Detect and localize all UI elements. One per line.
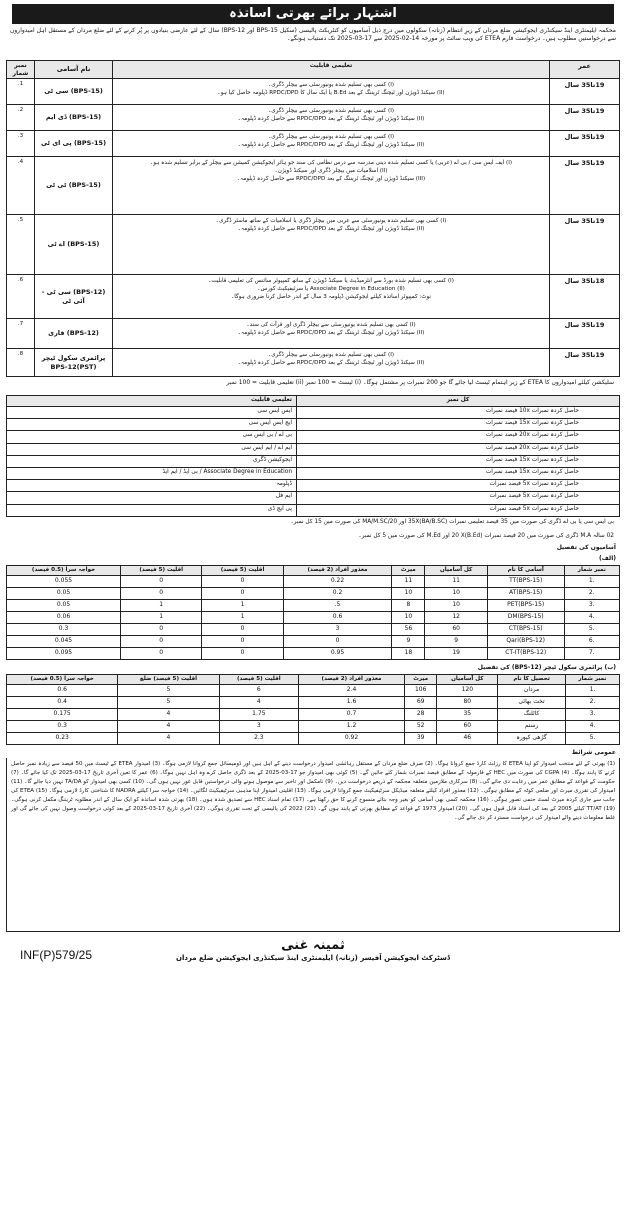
post-qualification [113, 275, 550, 319]
dist-cell: 0 [121, 587, 202, 599]
dist-cell: 39 [404, 732, 436, 744]
dist-cell: 69 [404, 696, 436, 708]
qualification-line: (I) ایف ایس سی / بی اے (عربی) یا کسی تسلیم شدہ دینی مدرسہ سے درس نظامی کی سند جو ہائر ایجوکیشن کمیشن سے بیچلر کے برابر تسلیم شدہ ہو۔ [149, 160, 513, 166]
dist-cell: 0.095 [7, 647, 121, 659]
qualification-line: (II) Associate Degree in Education یا سرٹیفیکیٹ کورس۔ [257, 285, 405, 292]
dist-row [7, 623, 620, 635]
dist-cell: 0 [202, 587, 283, 599]
dist-cell: 0.23 [7, 732, 118, 744]
dist-cell: CT(BPS-15) [487, 623, 564, 635]
dist-header-cell: آسامی کا نام [487, 565, 564, 575]
dist-cell: Qari(BPS-12) [487, 635, 564, 647]
dist-cell: 0.05 [7, 599, 121, 611]
marks-formula: حاصل کردہ نمبرات 15x فیصد نمبرات [297, 467, 620, 479]
posts-table-header [7, 61, 620, 79]
dist-cell: 46 [437, 732, 498, 744]
dist-cell: 0 [283, 635, 392, 647]
dist-cell: مردان [498, 684, 566, 696]
dist-cell: DM(BPS-15) [487, 611, 564, 623]
dist-row [7, 684, 620, 696]
post-row [7, 319, 620, 349]
marks-formula: حاصل کردہ نمبرات 15x فیصد نمبرات [297, 455, 620, 467]
marks-row [7, 467, 620, 479]
dist-cell: 3 [283, 623, 392, 635]
marks-qualification: Associate Degree in Education / بی ایڈ / ایم ایڈ [7, 467, 297, 479]
marks-qualification: ایم فل [7, 492, 297, 504]
dist-cell: 18 [392, 647, 425, 659]
dist-cell: PET(BPS-15) [487, 599, 564, 611]
section-b-title: (ب) پرائمری سکول ٹیچر (BPS-12) کی تفصیل [477, 663, 616, 671]
dist-cell: 0.05 [7, 587, 121, 599]
dist-header-cell: میرٹ [392, 565, 425, 575]
post-row [7, 79, 620, 105]
dist-cell: تخت بھائی [498, 696, 566, 708]
dist-cell: 1. [565, 684, 619, 696]
dist-header-cell: اقلیت (5 فیصد) [202, 565, 283, 575]
marks-table-header [7, 396, 620, 407]
reference-number: INF(P)579/25 [20, 947, 93, 962]
post-sr: 3. [7, 131, 35, 157]
dist-header-cell: کل آسامیاں [425, 565, 487, 575]
dist-row [7, 587, 620, 599]
post-age: 19تا35 سال [550, 105, 620, 131]
post-row [7, 131, 620, 157]
dist-header-cell: اقلیت (5 فیصد) [121, 565, 202, 575]
dist-cell: 0.06 [7, 611, 121, 623]
marks-row [7, 492, 620, 504]
dist-cell: 60 [425, 623, 487, 635]
post-sr: 8. [7, 349, 35, 377]
post-age: 19تا35 سال [550, 349, 620, 377]
post-name: (BPS-15) پی ای ٹی [35, 131, 113, 157]
qualification-line: نوٹ: کمپیوٹر اساتذہ کیلئے ایجوکیشن ڈپلومہ 3 سال کے اندر حاصل کرنا ضروری ہوگا۔ [231, 293, 431, 300]
dist-cell: 6 [219, 684, 298, 696]
dist-cell: 4. [565, 720, 619, 732]
dist-cell: 6. [564, 635, 619, 647]
note-para-2: 02 سالہ M.A ڈگری کی صورت میں 20 فیصد نمبرات (B.Ed)20 X اور M.Ed کی صورت میں 5 کل نمبر۔ [358, 532, 614, 539]
dist-cell: 0.175 [7, 708, 118, 720]
posts-table [6, 60, 620, 377]
dist-cell: 0 [202, 635, 283, 647]
dist-cell: 0.3 [7, 720, 118, 732]
marks-row [7, 480, 620, 492]
distribution-table-a [6, 565, 620, 660]
marks-formula: حاصل کردہ نمبرات 20x فیصد نمبرات [297, 443, 620, 455]
dist-cell: 0.95 [283, 647, 392, 659]
marks-table [6, 395, 620, 517]
marks-formula: حاصل کردہ نمبرات 10x فیصد نمبرات [297, 407, 620, 419]
dist-cell: 9 [392, 635, 425, 647]
dist-cell: 52 [404, 720, 436, 732]
dist-header-cell: کل آسامیاں [437, 674, 498, 684]
dist-cell: 4 [118, 708, 219, 720]
dist-header-cell: نمبر شمار [565, 674, 619, 684]
test-note: سلیکشن کیلئے امیدواروں کا ETEA کے زیر اہتمام ٹیسٹ لیا جائے گا جو 200 نمبرات پر مشتمل ہوگا۔ (i) ٹیسٹ = 100 نمبر (ii) تعلیمی قابلیت = 100 نمبر [226, 379, 614, 386]
qualification-line: (II) سیکنڈ ڈویژن اور ٹیچنگ ٹریننگ کے بعد RPDC/DPD سے حاصل کردہ ڈپلومہ۔ [237, 225, 425, 232]
posts-detail-heading: آسامیوں کی تفصیل [556, 543, 616, 551]
dist-header-cell: میرٹ [404, 674, 436, 684]
marks-qualification: ایجوکیشن ڈگری [7, 455, 297, 467]
post-qualification [113, 131, 550, 157]
marks-qualification: ایس ایس سی [7, 407, 297, 419]
dist-header-cell: معذور افراد (2 فیصد) [283, 565, 392, 575]
dist-cell: 4 [118, 720, 219, 732]
dist-header-cell: اقلیت (5 فیصد) ضلع [118, 674, 219, 684]
post-row [7, 275, 620, 319]
dist-cell: گڑھی کپورہ [498, 732, 566, 744]
qualification-line: (I) کسی بھی تسلیم شدہ یونیورسٹی سے بیچلر ڈگری اور قرآت کی سند۔ [246, 322, 416, 328]
post-sr: 2. [7, 105, 35, 131]
dist-cell: .5 [283, 599, 392, 611]
marks-header-qualification: تعلیمی قابلیت [7, 396, 297, 407]
dist-row [7, 647, 620, 659]
dist-cell: 1 [202, 611, 283, 623]
dist-a-header [7, 565, 620, 575]
dist-cell: 10 [425, 599, 487, 611]
dist-cell: 0.6 [283, 611, 392, 623]
marks-row [7, 455, 620, 467]
dist-cell: 35 [437, 708, 498, 720]
dist-cell: 5 [118, 684, 219, 696]
dist-cell: 3. [565, 708, 619, 720]
dist-cell: 1 [121, 599, 202, 611]
dist-cell: 2.4 [299, 684, 405, 696]
dist-cell: 4 [118, 732, 219, 744]
post-name: (BPS-15) ٹی ٹی [35, 157, 113, 215]
note-para-1: بی ایس سی یا بی اے ڈگری کی صورت میں 35 فیصد تعلیمی نمبرات (BA/B.SC)35X اور MA/M.SC/20 کی صورت میں 15 کل نمبر۔ [290, 518, 614, 525]
dist-header-cell: اقلیت (5 فیصد) [219, 674, 298, 684]
post-qualification [113, 157, 550, 215]
qualification-line: (II) سیکنڈ ڈویژن اور ٹیچنگ ٹریننگ کے بعد RPDC/DPD سے حاصل کردہ ڈپلومہ۔ [237, 329, 425, 336]
dist-cell: 2.3 [219, 732, 298, 744]
dist-cell: 3. [564, 599, 619, 611]
dist-cell: 80 [437, 696, 498, 708]
qualification-line: (I) کسی بھی تسلیم شدہ یونیورسٹی سے بیچلر ڈگری۔ [267, 108, 395, 114]
post-row [7, 349, 620, 377]
dist-cell: 60 [437, 720, 498, 732]
dist-cell: 11 [425, 575, 487, 587]
dist-cell: کاٹلنگ [498, 708, 566, 720]
dist-cell: 11 [392, 575, 425, 587]
post-sr: 5. [7, 215, 35, 275]
post-qualification [113, 349, 550, 377]
dist-cell: 0 [121, 647, 202, 659]
dist-cell: 9 [425, 635, 487, 647]
post-qualification [113, 319, 550, 349]
marks-row [7, 504, 620, 516]
qualification-line: (II) اسلامیات میں بیچلر ڈگری اور سیکنڈ ڈویژن۔ [274, 167, 388, 174]
dist-cell: 0.22 [283, 575, 392, 587]
dist-cell: 1 [121, 611, 202, 623]
terms-heading: عمومی شرائط [571, 748, 616, 756]
dist-header-cell: نمبر شمار [564, 565, 619, 575]
marks-row [7, 431, 620, 443]
post-name: (BPS-15) سی ٹی [35, 79, 113, 105]
marks-qualification: ڈپلومہ [7, 480, 297, 492]
dist-cell: 0.6 [7, 684, 118, 696]
qualification-line: (II) سیکنڈ ڈویژن اور ٹیچنگ ٹریننگ کے بعد RPDC/DPD سے حاصل کردہ ڈپلومہ۔ [237, 141, 425, 148]
post-age: 19تا35 سال [550, 215, 620, 275]
post-sr: 6. [7, 275, 35, 319]
marks-row [7, 443, 620, 455]
dist-cell: TT(BPS-15) [487, 575, 564, 587]
dist-cell: 1.75 [219, 708, 298, 720]
dist-cell: 3 [219, 720, 298, 732]
qualification-line: (I) کسی بھی تسلیم شدہ بورڈ سے انٹرمیڈیٹ یا سیکنڈ ڈویژن کے ساتھ کمپیوٹر سائنس کی تعلیمی قابلیت۔ [208, 278, 454, 284]
qualification-line: (II) سیکنڈ ڈویژن اور ٹیچنگ ٹریننگ کے بعد B.Ed یا ایک سال کا RPDC/DPD ڈپلومہ حاصل کیا ہو۔ [217, 89, 445, 96]
dist-cell: 0 [121, 635, 202, 647]
qualification-line: (II) سیکنڈ ڈویژن اور ٹیچنگ ٹریننگ کے بعد RPDC/DPD سے حاصل کردہ ڈپلومہ۔ [237, 115, 425, 122]
dist-cell: 8 [392, 599, 425, 611]
dist-header-cell: خواجہ سرا (0.5 فیصد) [7, 565, 121, 575]
marks-qualification: ایچ ایس ایس سی [7, 419, 297, 431]
dist-cell: 5. [565, 732, 619, 744]
post-sr: 4. [7, 157, 35, 215]
header-sr: نمبر شمار [7, 61, 35, 79]
post-qualification [113, 215, 550, 275]
dist-cell: 5 [118, 696, 219, 708]
dist-cell: CT-IT(BPS-12) [487, 647, 564, 659]
post-name: (BPS-15) اے ٹی [35, 215, 113, 275]
marks-qualification: ایم اے / ایم ایس سی [7, 443, 297, 455]
header-age: عمر [550, 61, 620, 79]
dist-header-cell: معذور افراد (2 فیصد) [299, 674, 405, 684]
dist-cell: 5. [564, 623, 619, 635]
terms-text: (1) بھرتی کے لئے منتخب امیدوار کو اپنا ETEA کا رزلٹ کارڈ جمع کروانا ہوگا۔ (2) صرف ضلع مردان کے مستقل رہائشی امیدوار درخواست دینے کے اہل ہیں اور ڈومیسائل جمع کروانا لازمی ہوگا۔ (3) امیدوار ETEA کے ٹیسٹ میں 50 فیصد سے زیادہ نمبر حاصل کرنے کا پابند ہوگا۔ (4) CGPA کی صورت میں HEC کے فارمولہ کے مطابق فیصد نمبرات شمار کئے جائیں گے۔ (5) کوئی بھی امیدوار جو 17-03-2025 کے بعد ڈگری حاصل کرے وہ اہل نہیں ہوگا۔ (6) عمر کا تعین آخری تاریخ 17-03-2025 تک کیا جائے گا۔ (7) حکومت کے قواعد کے مطابق عمر میں رعایت دی جائے گی۔ (8) سرکاری ملازمین متعلقہ محکمہ کے ذریعے درخواست دیں۔ (9) نامکمل اور تاخیر سے موصول ہونے والی درخواستیں قابل غور نہیں ہوں گی۔ (10) کسی بھی امیدوار کو TA/DA نہیں دیا جائے گا۔ (11) امیدوار کی تقرری میرٹ اور ضلعی کوٹہ کے مطابق ہوگی۔ (12) معذور افراد کیلئے متعلقہ میڈیکل سرٹیفیکیٹ جمع کروانا لازمی ہوگا۔ (13) اقلیتی امیدوار اپنا مذہبی سرٹیفیکیٹ لگائیں۔ (14) خواجہ سرا کیلئے NADRA کا شناختی کارڈ لازمی ہوگا۔ (15) ETEA کی جانب سے جاری کردہ میرٹ لسٹ حتمی تصور ہوگی۔ (16) محکمہ کسی بھی آسامی کو بغیر وجہ بتائے منسوخ کرنے کا حق رکھتا ہے۔ (17) تمام اسناد HEC سے تصدیق شدہ ہوں۔ (18) بھرتی شدہ اساتذہ کو ایک سال کے اندر مطلوبہ ٹریننگ مکمل کرنی ہوگی۔ (19) TT/AT کیلئے 2005 کے بعد کی اسناد قابل قبول ہوں گی۔ (20) امیدوار 1973 کے قواعد کے مطابق بھرتی کے پابند ہوں گے۔ (21) 2022 کی پالیسی کے تحت تقرری ہوگی۔ (22) آخری تاریخ 17-03-2025 کے بعد کوئی درخواست وصول نہیں کی جائے گی اور غلط معلومات دینے والے امیدوار کی درخواست مسترد کر دی جائے گی۔ [6, 758, 620, 932]
post-age: 19تا35 سال [550, 157, 620, 215]
post-row [7, 105, 620, 131]
dist-row [7, 575, 620, 587]
dist-cell: 0 [121, 623, 202, 635]
dist-cell: 56 [392, 623, 425, 635]
qualification-line: (III) سیکنڈ ڈویژن اور ٹیچنگ ٹریننگ کے بعد RPDC/DPD سے حاصل کردہ ڈپلومہ۔ [236, 175, 426, 182]
dist-cell: 0 [202, 575, 283, 587]
dist-cell: 0 [202, 623, 283, 635]
dist-cell: 0.7 [299, 708, 405, 720]
dist-cell: 0 [121, 575, 202, 587]
marks-formula: حاصل کردہ نمبرات 15x فیصد نمبرات [297, 419, 620, 431]
dist-cell: 10 [425, 587, 487, 599]
dist-cell: 1.2 [299, 720, 405, 732]
dist-cell: 120 [437, 684, 498, 696]
dist-cell: 0.2 [283, 587, 392, 599]
dist-cell: 2. [564, 587, 619, 599]
marks-formula: حاصل کردہ نمبرات 5x فیصد نمبرات [297, 480, 620, 492]
qualification-line: (I) کسی بھی تسلیم شدہ یونیورسٹی سے عربی میں بیچلر ڈگری یا اسلامیات کے ساتھ ماسٹر ڈگری۔ [215, 218, 447, 224]
officer-designation: ڈسٹرکٹ ایجوکیشن آفیسر (زنانہ) ایلیمنٹری اینڈ سیکنڈری ایجوکیشن ضلع مردان [175, 953, 451, 962]
qualification-line: (I) کسی بھی تسلیم شدہ یونیورسٹی سے بیچلر ڈگری۔ [267, 352, 395, 358]
dist-row [7, 611, 620, 623]
post-name: (BPS-12) قاری [35, 319, 113, 349]
dist-cell: رستم [498, 720, 566, 732]
dist-cell: 19 [425, 647, 487, 659]
dist-row [7, 708, 620, 720]
dist-cell: 4 [219, 696, 298, 708]
dist-cell: 10 [392, 587, 425, 599]
dist-cell: 0.055 [7, 575, 121, 587]
marks-formula: حاصل کردہ نمبرات 5x فیصد نمبرات [297, 492, 620, 504]
header-qualification: تعلیمی قابلیت [113, 61, 550, 79]
post-age: 19تا35 سال [550, 79, 620, 105]
dist-cell: 4. [564, 611, 619, 623]
marks-row [7, 407, 620, 419]
intro-paragraph: محکمہ ایلیمنٹری اینڈ سیکنڈری ایجوکیشن ضلع مردان کے زیرِ انتظام (زنانہ) سکولوں میں درج ذیل آسامیوں کو کنٹریکٹ پالیسی (سکیل BPS-15 اور BPS-12) سال کے لئے عارضی بنیادوں پر پُر کرنے کے لئے ضلع مردان کے مستقل اہل امیدواروں سے درخواستیں مطلوب ہیں۔ درخواست فارم ETEA کی ویب سائٹ پر مورخہ 14-02-2025 سے 17-03-2025 تک دستیاب ہونگے۔ [10, 27, 617, 42]
post-sr: 1. [7, 79, 35, 105]
dist-row [7, 599, 620, 611]
post-qualification [113, 105, 550, 131]
post-row [7, 157, 620, 215]
dist-row [7, 635, 620, 647]
dist-row [7, 732, 620, 744]
post-name: (BPS-12) سی ٹی - آئی ٹی [35, 275, 113, 319]
post-name: (BPS-15) ڈی ایم [35, 105, 113, 131]
qualification-line: (I) کسی بھی تسلیم شدہ یونیورسٹی سے بیچلر ڈگری۔ [267, 82, 395, 88]
dist-cell: AT(BPS-15) [487, 587, 564, 599]
dist-cell: 7. [564, 647, 619, 659]
signature-block [6, 934, 620, 974]
marks-formula: حاصل کردہ نمبرات 5x فیصد نمبرات [297, 504, 620, 516]
officer-name: ثمینہ غنی [281, 937, 345, 953]
dist-cell: 10 [392, 611, 425, 623]
post-age: 18تا35 سال [550, 275, 620, 319]
marks-qualification: بی اے / بی ایس سی [7, 431, 297, 443]
post-qualification [113, 79, 550, 105]
post-row [7, 215, 620, 275]
dist-row [7, 696, 620, 708]
dist-cell: 106 [404, 684, 436, 696]
distribution-table-b [6, 674, 620, 745]
dist-header-cell: خواجہ سرا (0.5 فیصد) [7, 674, 118, 684]
dist-cell: 12 [425, 611, 487, 623]
dist-cell: 0.3 [7, 623, 121, 635]
dist-cell: 1 [202, 599, 283, 611]
section-a-label: (الف) [599, 554, 616, 562]
marks-formula: حاصل کردہ نمبرات 20x فیصد نمبرات [297, 431, 620, 443]
dist-row [7, 720, 620, 732]
dist-cell: 0.045 [7, 635, 121, 647]
dist-cell: 0.92 [299, 732, 405, 744]
post-age: 19تا35 سال [550, 319, 620, 349]
post-age: 19تا35 سال [550, 131, 620, 157]
dist-cell: 1.6 [299, 696, 405, 708]
dist-cell: 28 [404, 708, 436, 720]
post-name: پرائمری سکول ٹیچر (BPS-12(PST [35, 349, 113, 377]
dist-cell: 0 [202, 647, 283, 659]
header-post-name: نام آسامی [35, 61, 113, 79]
marks-header-total: کل نمبر [297, 396, 620, 407]
dist-cell: 0.4 [7, 696, 118, 708]
post-sr: 7. [7, 319, 35, 349]
qualification-line: (II) سیکنڈ ڈویژن اور ٹیچنگ ٹریننگ کے بعد RPDC/DPD سے حاصل کردہ ڈپلومہ۔ [237, 359, 425, 366]
dist-cell: 2. [565, 696, 619, 708]
advertisement-title: اشتہار برائے بھرتی اساتذہ [12, 4, 614, 24]
dist-cell: 1. [564, 575, 619, 587]
marks-qualification: پی ایچ ڈی [7, 504, 297, 516]
marks-row [7, 419, 620, 431]
dist-header-cell: تحصیل کا نام [498, 674, 566, 684]
dist-b-header [7, 674, 620, 684]
qualification-line: (I) کسی بھی تسلیم شدہ یونیورسٹی سے بیچلر ڈگری۔ [267, 134, 395, 140]
